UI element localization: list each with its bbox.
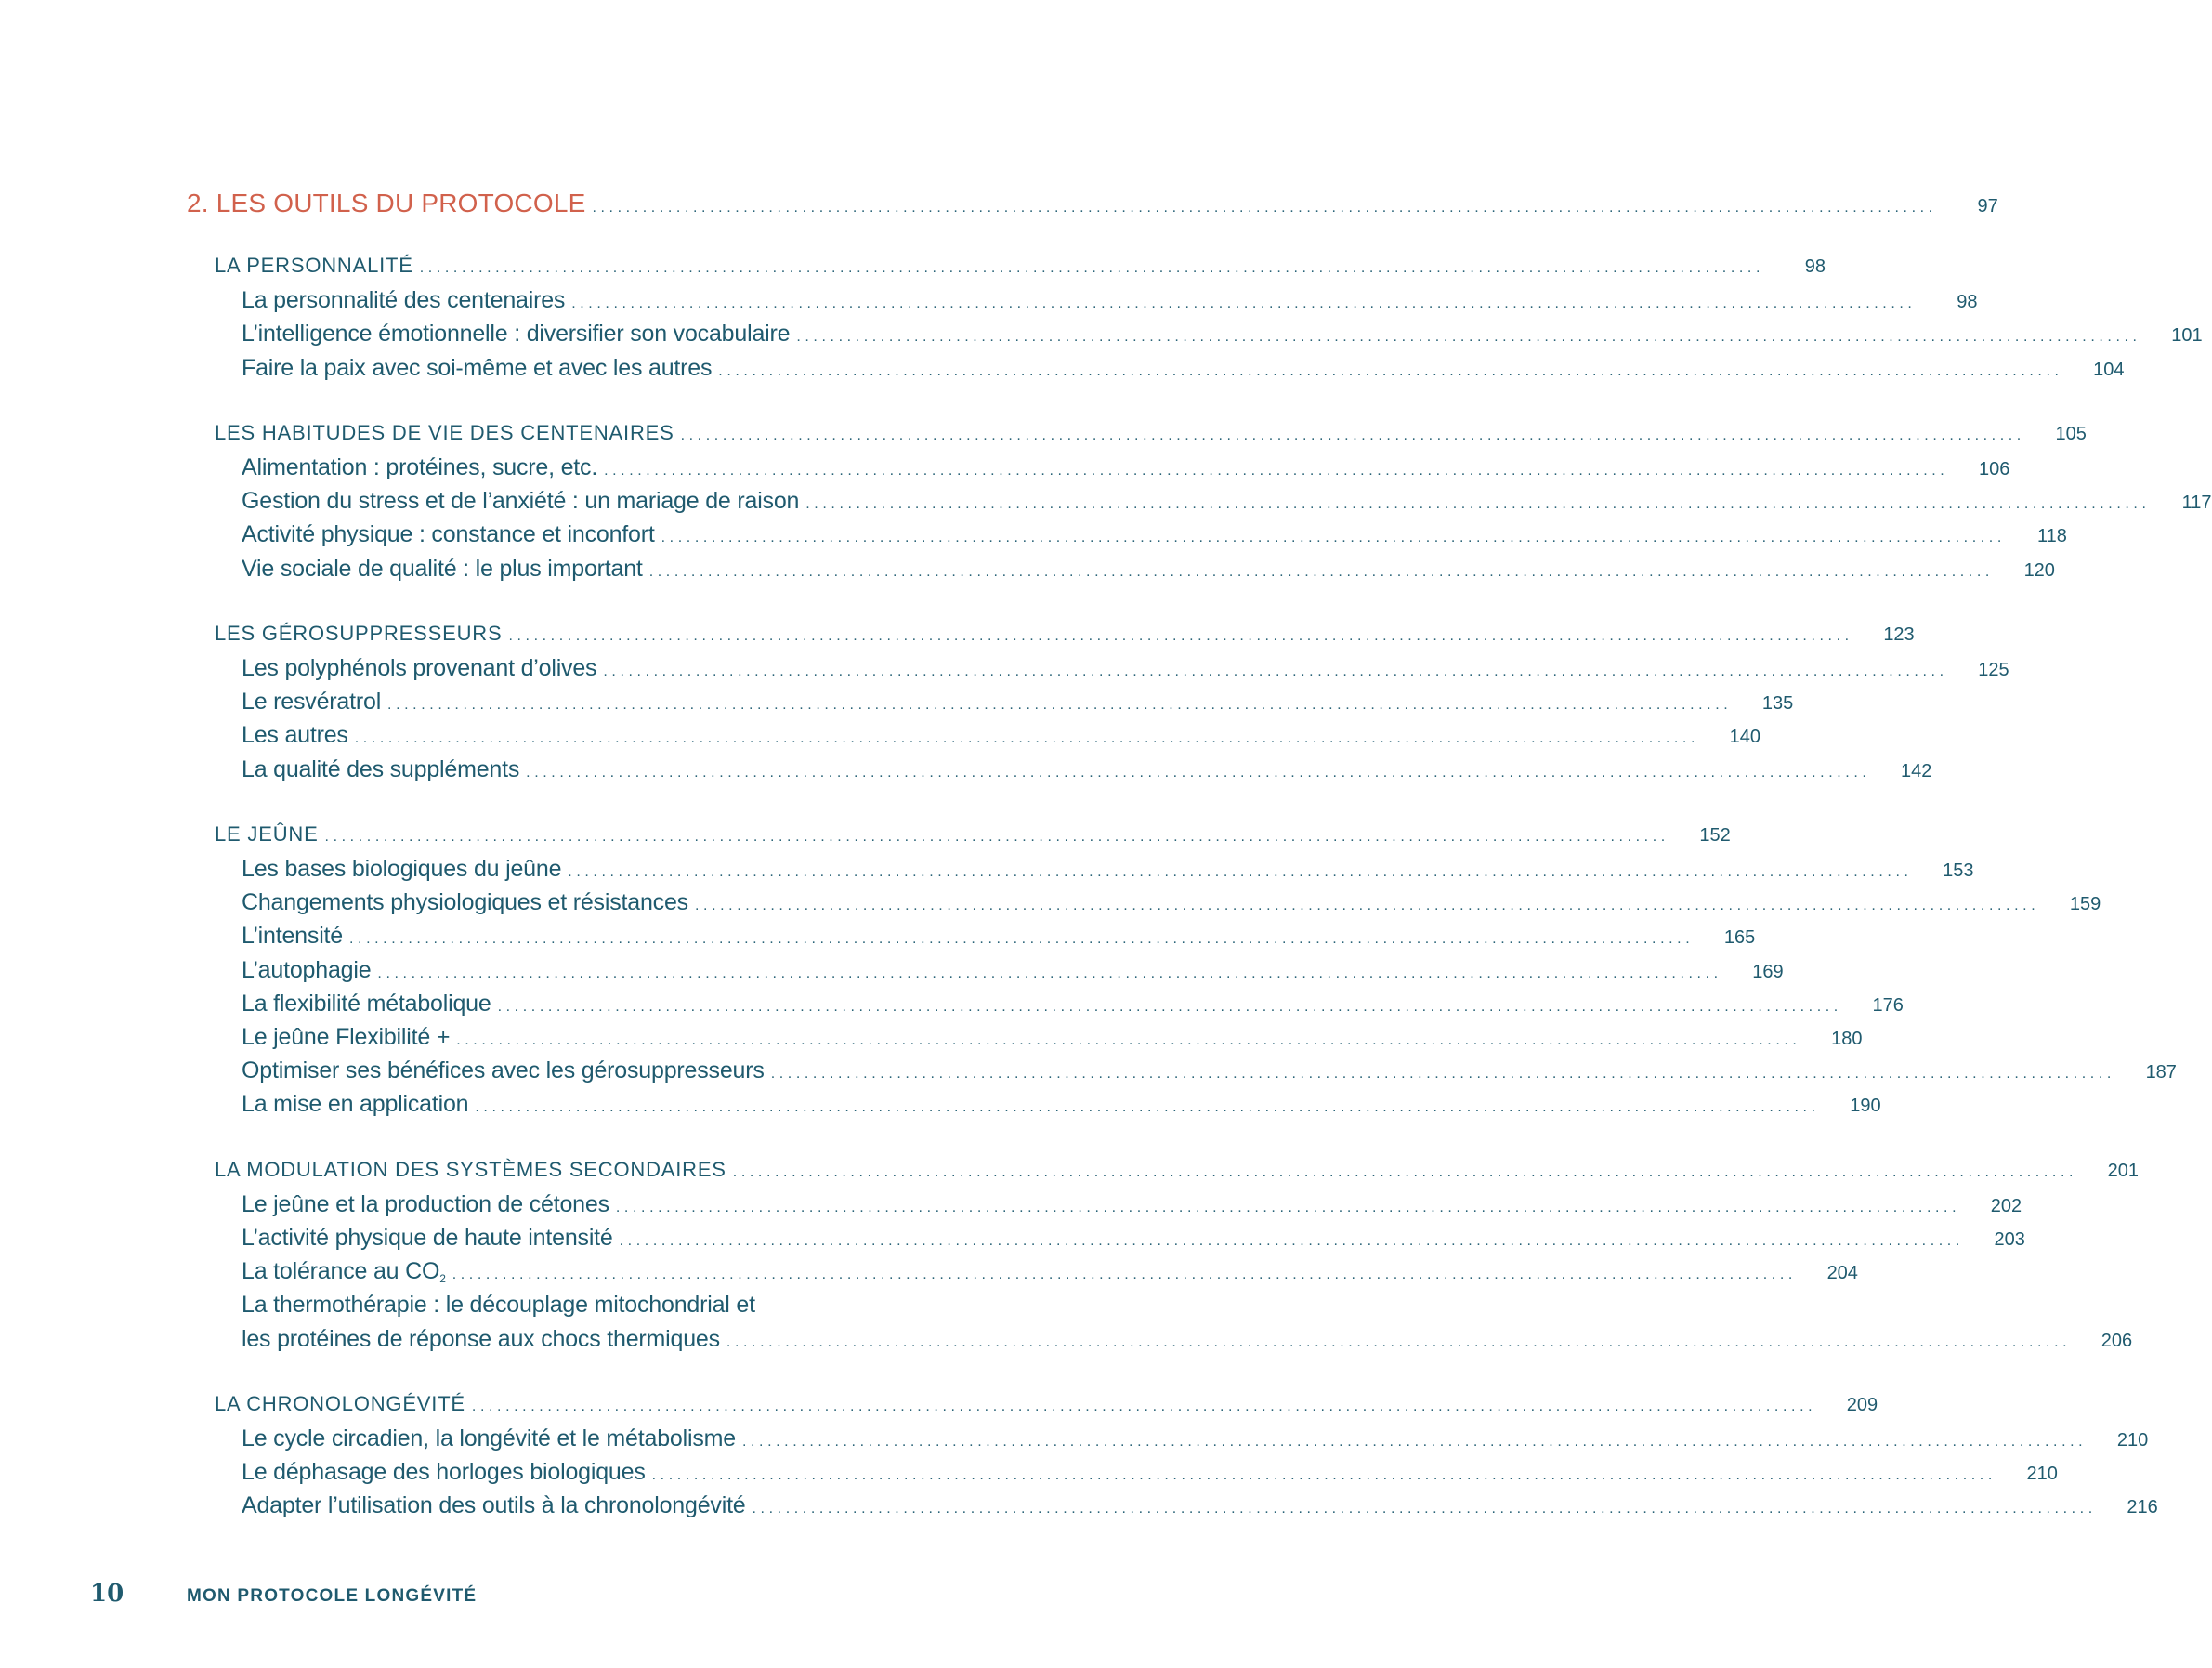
item-title [242, 287, 565, 314]
section-title: LA MODULATION DES SYSTÈMES SECONDAIRES [215, 1157, 726, 1181]
item-page-number: 202 [1990, 1195, 2022, 1216]
toc-item-entry[interactable] [242, 454, 2010, 481]
toc-section-entry[interactable] [215, 1157, 2140, 1182]
dot-leader: ................................................................................................................................................................ [796, 329, 2141, 346]
item-title-text: La mise en application [242, 1091, 469, 1118]
item-title: La thermothérapie : le découplage mitochondrial et [242, 1292, 755, 1319]
item-title [242, 889, 688, 916]
item-title [242, 1057, 765, 1084]
toc-section-entry[interactable] [215, 621, 1915, 646]
item-title-text: Le déphasage des horloges biologiques [242, 1459, 646, 1486]
toc-item-entry[interactable] [242, 1492, 2158, 1519]
toc-section-entry[interactable] [215, 420, 2087, 445]
item-title [242, 1091, 468, 1118]
item-title-text: La tolérance au CO [242, 1258, 440, 1285]
item-page-number: 206 [2101, 1330, 2133, 1351]
dot-leader: ................................................................................................................................................................ [508, 627, 1853, 644]
dot-leader: ................................................................................................................................................................ [471, 1398, 1817, 1414]
item-title [242, 923, 343, 950]
item-page-number: 190 [1850, 1096, 1881, 1117]
item-title-text: Les autres [242, 722, 348, 749]
item-page-number: 104 [2093, 359, 2125, 380]
item-title-text: La personnalité des centenaires [242, 287, 566, 314]
dot-leader: ................................................................................................................................................................ [419, 260, 1764, 276]
item-title [242, 1258, 446, 1285]
item-title-text: La flexibilité métabolique [242, 990, 491, 1017]
item-page-number: 203 [1994, 1229, 2025, 1250]
toc-item-entry[interactable] [242, 1190, 2022, 1218]
dot-leader: ................................................................................................................................................................ [770, 1066, 2115, 1083]
item-page-number: 118 [2037, 526, 2067, 547]
dot-leader: ................................................................................................................................................................ [741, 1434, 2088, 1450]
item-page-number: 165 [1723, 927, 1756, 949]
item-title [242, 856, 561, 883]
toc-item-entry[interactable] [242, 990, 1904, 1018]
dot-leader: ................................................................................................................................................................ [732, 1163, 2078, 1180]
item-title [242, 355, 712, 382]
toc-item-entry[interactable] [242, 1325, 2133, 1353]
item-title [242, 521, 655, 548]
item-page-number: 176 [1872, 994, 1904, 1016]
section-title: LA PERSONNALITÉ [215, 254, 413, 277]
item-title-text: Adapter l’utilisation des outils à la chronolongévité [242, 1492, 746, 1519]
section-page-number: 98 [1804, 256, 1826, 277]
dot-leader: ................................................................................................................................................................ [349, 931, 1695, 948]
item-page-number: 210 [2116, 1430, 2149, 1451]
item-title [242, 1492, 746, 1519]
dot-leader: ................................................................................................................................................................ [387, 697, 1733, 714]
item-title [242, 655, 596, 682]
toc-item-entry[interactable] [242, 1425, 2149, 1452]
section-title: LES HABITUDES DE VIE DES CENTENAIRES [215, 420, 674, 444]
item-title-text: L’intelligence émotionnelle : diversifier son vocabulaire [242, 321, 791, 348]
dot-leader: ................................................................................................................................................................ [324, 828, 1669, 845]
dot-leader: ................................................................................................................................................................ [592, 200, 1937, 216]
dot-leader: ................................................................................................................................................................ [615, 1199, 1961, 1215]
section-page-number: 152 [1699, 824, 1731, 846]
toc-item-entry[interactable] [242, 521, 2067, 548]
toc-item-first-line[interactable] [242, 1292, 985, 1319]
toc-item-entry[interactable] [242, 1225, 2025, 1252]
item-page-number: 140 [1729, 727, 1760, 748]
dot-leader: ................................................................................................................................................................ [726, 1333, 2072, 1350]
item-title-text: L’intensité [242, 923, 343, 950]
dot-leader: ................................................................................................................................................................ [661, 530, 2006, 546]
item-title-text: L’activité physique de haute intensité [242, 1225, 613, 1251]
section-page-number: 123 [1883, 624, 1915, 645]
toc-item-entry[interactable] [242, 1024, 1863, 1051]
dot-leader: ................................................................................................................................................................ [604, 463, 1949, 479]
toc-item-entry[interactable] [242, 889, 2101, 916]
item-title [242, 1024, 450, 1051]
item-title-text: Les polyphénols provenant d’olives [242, 655, 597, 681]
item-page-number: 216 [2127, 1497, 2158, 1518]
part-title: 2. LES OUTILS DU PROTOCOLE [187, 189, 586, 217]
dot-leader: ................................................................................................................................................................ [568, 864, 1913, 880]
part-page-number: 97 [1977, 196, 1998, 217]
section-page-number: 105 [2055, 423, 2087, 444]
dot-leader: ................................................................................................................................................................ [648, 563, 1994, 580]
toc-item-entry[interactable] [242, 287, 1978, 314]
dot-leader: ................................................................................................................................................................ [805, 496, 2151, 513]
item-title [242, 1225, 613, 1252]
dot-leader: ................................................................................................................................................................ [752, 1501, 2097, 1517]
section-title: LE JEÛNE [215, 821, 319, 846]
item-page-number: 159 [2069, 894, 2101, 915]
item-page-number: 210 [2026, 1464, 2058, 1485]
toc-item-entry[interactable] [242, 956, 1784, 984]
item-title-text: Les bases biologiques du jeûne [242, 856, 562, 882]
item-page-number: 187 [2145, 1062, 2177, 1084]
item-title [242, 1425, 736, 1452]
dot-leader: ................................................................................................................................................................ [526, 764, 1871, 781]
item-title-text: Alimentation : protéines, sucre, etc. [242, 454, 598, 480]
item-page-number: 120 [2023, 559, 2055, 581]
toc-item-entry[interactable] [242, 1459, 2058, 1486]
dot-leader: ................................................................................................................................................................ [456, 1032, 1801, 1048]
toc-item-entry[interactable] [242, 755, 1932, 783]
toc-item-entry[interactable] [242, 722, 1760, 749]
toc-section-entry[interactable] [215, 254, 1826, 278]
item-page-number: 101 [2171, 325, 2203, 347]
item-page-number: 98 [1957, 292, 1978, 313]
toc-item-entry[interactable] [242, 856, 1974, 883]
item-page-number: 180 [1831, 1029, 1863, 1049]
item-title [242, 991, 491, 1018]
toc-item-entry[interactable] [242, 321, 2203, 348]
toc-item-entry[interactable] [242, 555, 2055, 583]
dot-leader: ................................................................................................................................................................ [680, 427, 2025, 443]
item-title-text: L’autophagie [242, 956, 372, 983]
toc-item-entry[interactable] [242, 1258, 1858, 1286]
section-title: LA CHRONOLONGÉVITÉ [215, 1391, 465, 1415]
item-page-number: 117 [2181, 493, 2212, 514]
subscript: 2 [439, 1272, 446, 1286]
dot-leader: ................................................................................................................................................................ [718, 362, 2063, 379]
item-title-text: Faire la paix avec soi-même et avec les autres [242, 354, 713, 381]
item-title [242, 321, 790, 348]
item-page-number: 125 [1978, 660, 2009, 680]
item-title-text: Vie sociale de qualité : le plus important [242, 555, 643, 582]
item-title [242, 1191, 609, 1218]
dot-leader: ................................................................................................................................................................ [651, 1467, 1996, 1484]
toc-item-entry[interactable] [242, 923, 1756, 950]
running-footer-title: MON PROTOCOLE LONGÉVITÉ [187, 1586, 478, 1606]
item-title-text: Le jeûne et la production de cétones [242, 1190, 609, 1217]
item-title [242, 556, 643, 583]
item-title [242, 756, 519, 783]
toc-item-entry[interactable] [242, 1091, 1881, 1118]
item-title [242, 722, 348, 749]
item-title-text: Changements physiologiques et résistances [242, 889, 688, 916]
item-page-number: 153 [1943, 860, 1974, 881]
toc-item-entry[interactable] [242, 354, 2125, 382]
item-title [242, 1459, 646, 1486]
item-title-text: Le jeûne Flexibilité + [242, 1024, 451, 1050]
item-page-number: 169 [1752, 961, 1784, 982]
dot-leader: ................................................................................................................................................................ [694, 898, 2040, 914]
toc-item-entry[interactable] [242, 655, 2009, 682]
toc-item-entry[interactable] [242, 1057, 2177, 1084]
dot-leader: ................................................................................................................................................................ [452, 1267, 1797, 1283]
item-page-number: 142 [1901, 760, 1932, 781]
dot-leader: ................................................................................................................................................................ [354, 730, 1699, 747]
item-page-number: 106 [1978, 459, 2010, 479]
item-title-text: Activité physique : constance et inconfort [242, 521, 655, 548]
toc-section-entry[interactable] [215, 821, 1731, 847]
section-title: LES GÉROSUPPRESSEURS [215, 621, 503, 645]
dot-leader: ................................................................................................................................................................ [603, 663, 1948, 679]
page-number: 10 [90, 1580, 124, 1608]
item-title-text: Le cycle circadien, la longévité et le métabolisme [242, 1425, 736, 1451]
item-title-text: Optimiser ses bénéfices avec les gérosuppresseurs [242, 1057, 765, 1084]
section-page-number: 209 [1846, 1394, 1878, 1415]
item-page-number: 204 [1826, 1263, 1858, 1284]
toc-part-heading [187, 189, 1998, 218]
item-title [242, 689, 381, 716]
item-page-number: 135 [1761, 693, 1794, 715]
item-title [242, 488, 799, 515]
item-title [242, 454, 597, 481]
toc-item-entry[interactable] [242, 488, 2212, 515]
dot-leader: ................................................................................................................................................................ [497, 998, 1842, 1015]
item-title-continued: les protéines de réponse aux chocs thermiques [242, 1325, 720, 1352]
section-page-number: 201 [2107, 1160, 2140, 1181]
dot-leader: ................................................................................................................................................................ [377, 965, 1722, 981]
dot-leader: ................................................................................................................................................................ [475, 1099, 1820, 1116]
toc-section-entry[interactable] [215, 1391, 1878, 1416]
dot-leader: ................................................................................................................................................................ [619, 1233, 1964, 1249]
dot-leader: ................................................................................................................................................................ [571, 296, 1917, 312]
toc-item-entry[interactable] [242, 689, 1794, 716]
item-title [242, 957, 371, 984]
item-title-text: Gestion du stress et de l’anxiété : un mariage de raison [242, 488, 800, 515]
item-title-text: Le resvératrol [242, 689, 382, 716]
item-title-text: La qualité des suppléments [242, 755, 520, 782]
